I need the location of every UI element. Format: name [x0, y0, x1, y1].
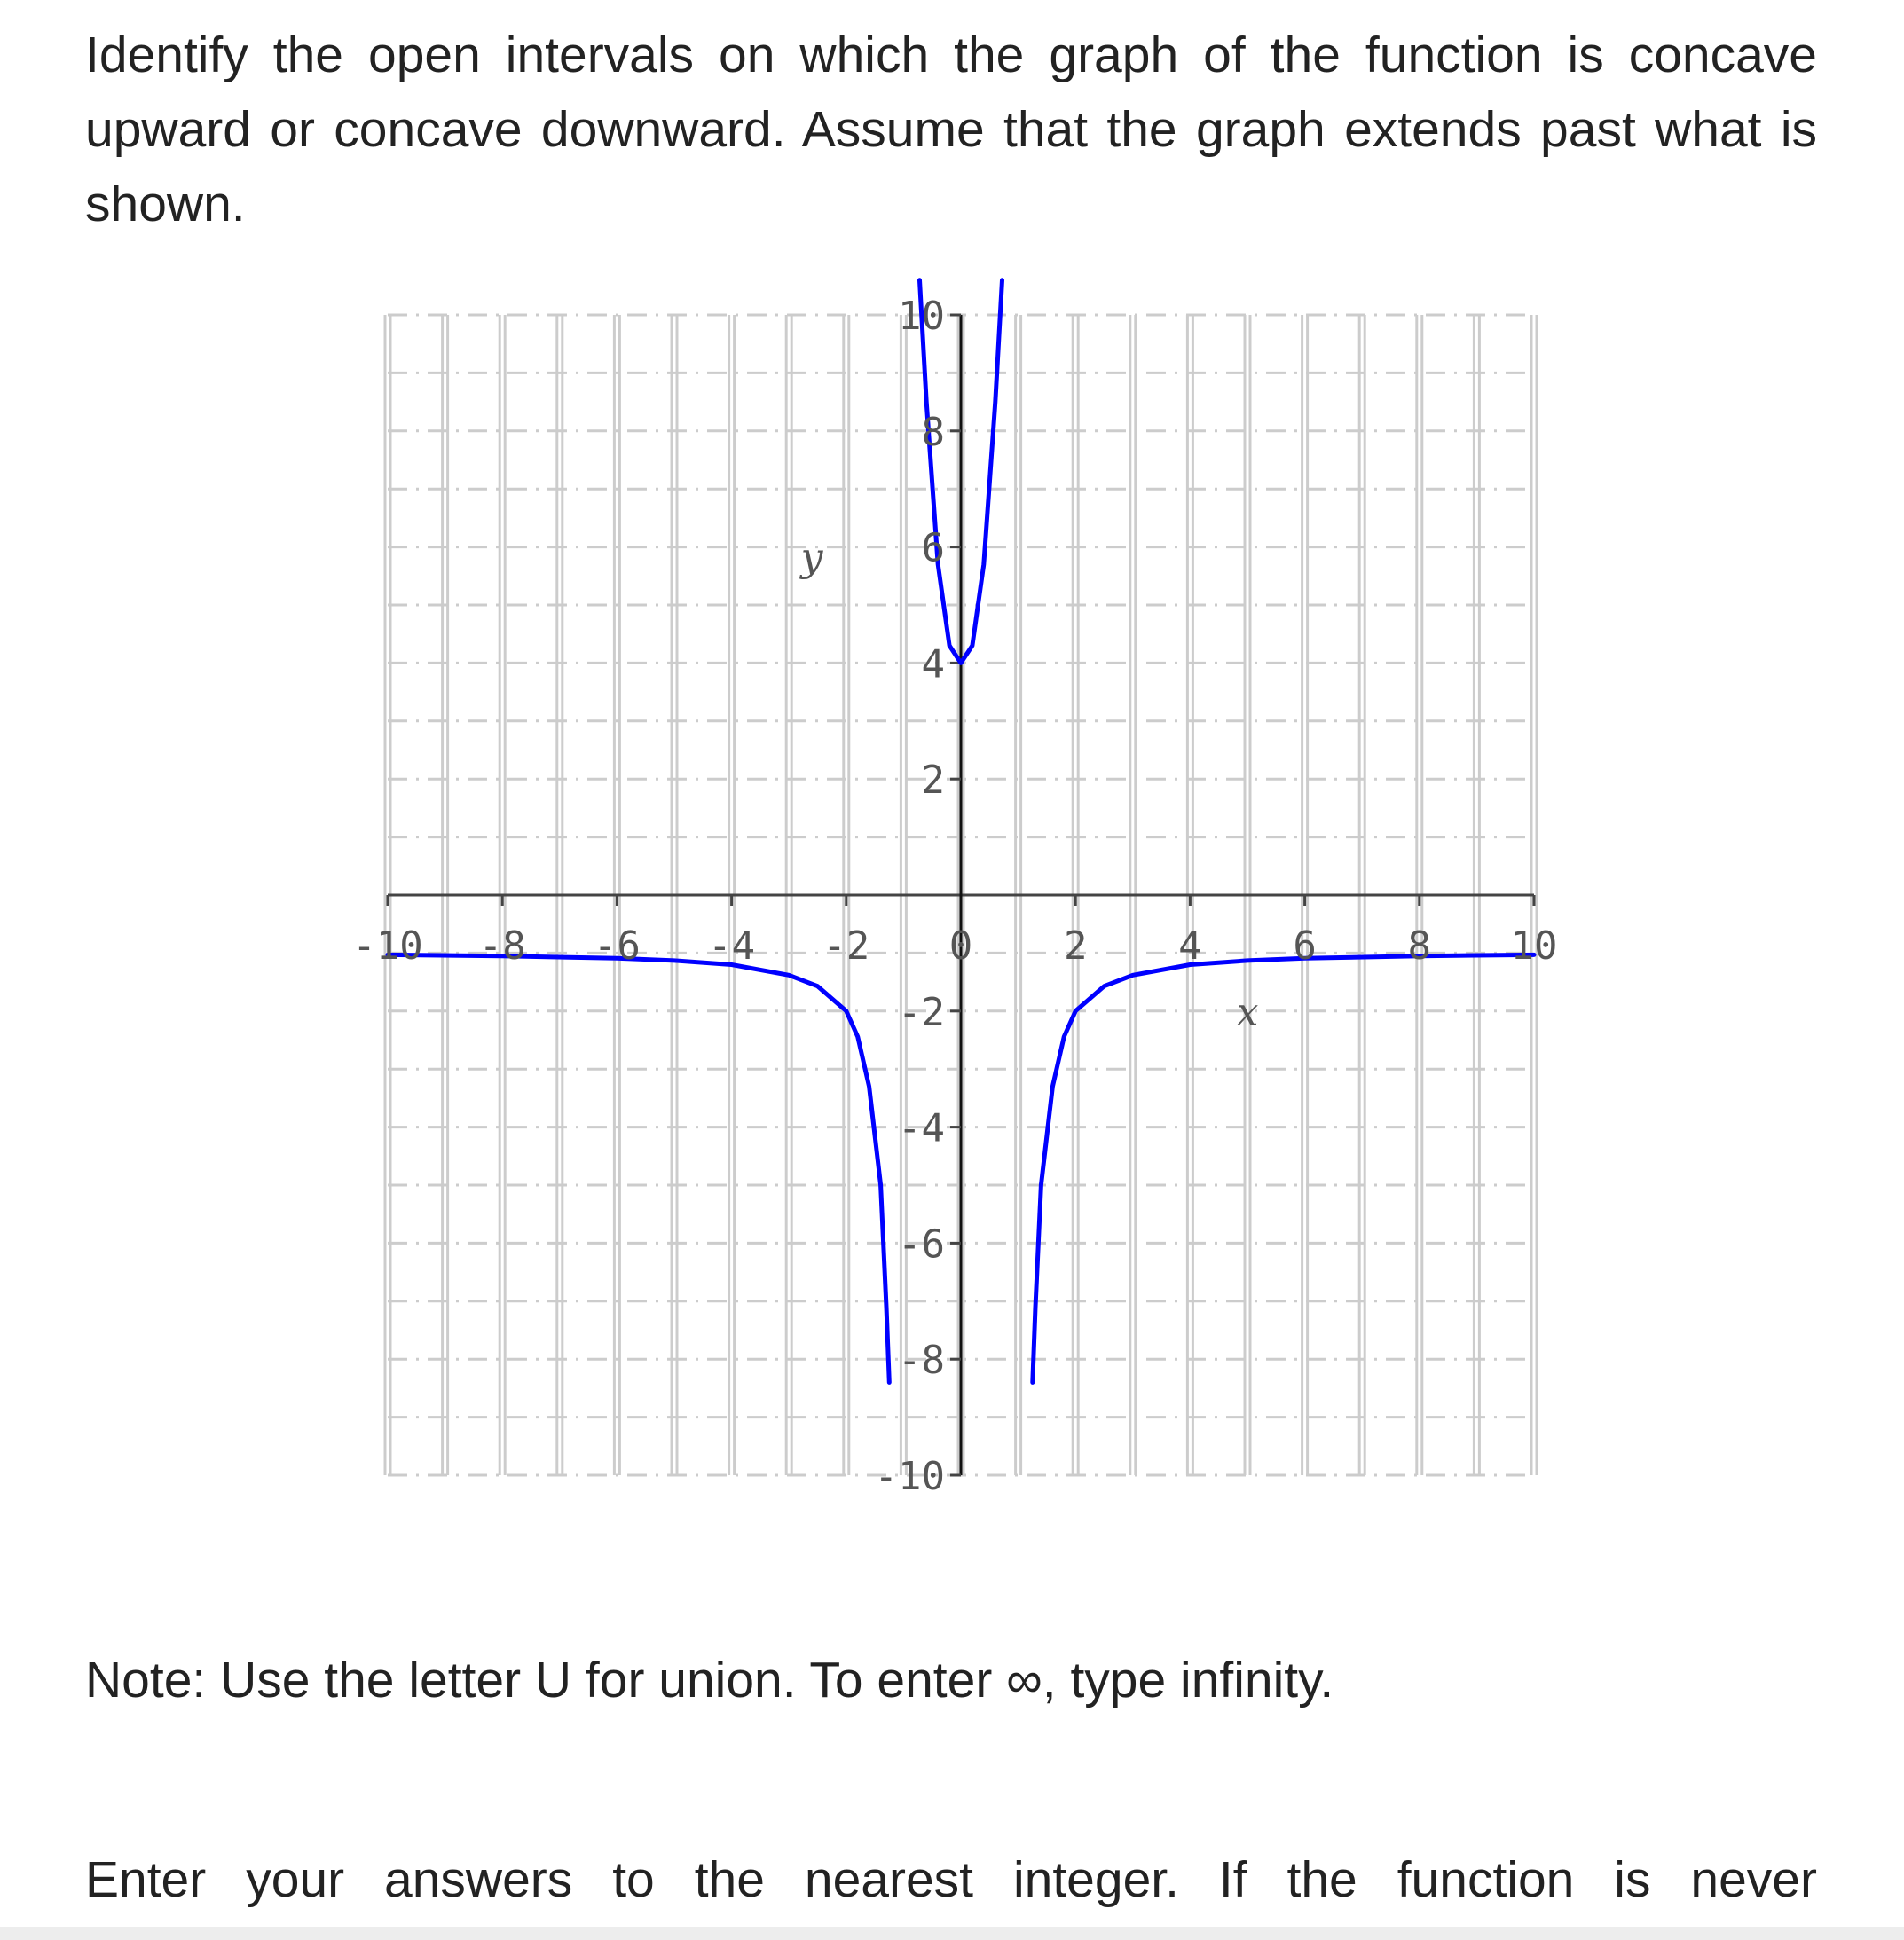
note-text: Note: Use the letter U for union. To enter ∞, type infinity. — [85, 1652, 1334, 1708]
y-tick-label: 2 — [921, 758, 945, 804]
x-tick-label: -4 — [708, 923, 756, 969]
x-tick-label: 8 — [1407, 923, 1432, 969]
y-tick-label: -4 — [898, 1105, 945, 1151]
x-tick-label: -2 — [822, 923, 870, 969]
y-tick-label: -10 — [874, 1454, 945, 1499]
y-axis-label: y — [800, 534, 823, 580]
y-tick-label: -2 — [898, 989, 945, 1035]
x-tick-label: 10 — [1510, 923, 1558, 969]
instructions-text: Enter your answers to the nearest integer. If the function is never — [85, 1851, 1817, 1908]
curve-left-branch — [388, 954, 889, 1382]
question-prompt: Identify the open intervals on which the graph of the function is concave upward or concave downward. Assume that the graph extends past what is shown. — [85, 27, 1817, 232]
x-tick-label: 4 — [1178, 923, 1202, 969]
y-tick-label: 6 — [921, 525, 945, 571]
y-tick-label: 8 — [921, 409, 945, 455]
y-tick-label: 10 — [898, 294, 945, 339]
y-tick-label: 4 — [921, 641, 945, 687]
bottom-divider — [0, 1927, 1904, 1940]
x-axis-label: x — [1236, 989, 1259, 1035]
x-tick-label: 6 — [1293, 923, 1317, 969]
x-tick-label: -8 — [478, 923, 526, 969]
x-tick-label: 0 — [948, 923, 973, 969]
x-tick-label: -10 — [352, 923, 423, 969]
y-tick-label: -6 — [898, 1221, 945, 1268]
x-tick-label: 2 — [1063, 923, 1088, 969]
x-tick-label: -6 — [593, 923, 641, 969]
curve-right-branch — [1033, 954, 1534, 1382]
y-tick-label: -8 — [898, 1338, 945, 1384]
